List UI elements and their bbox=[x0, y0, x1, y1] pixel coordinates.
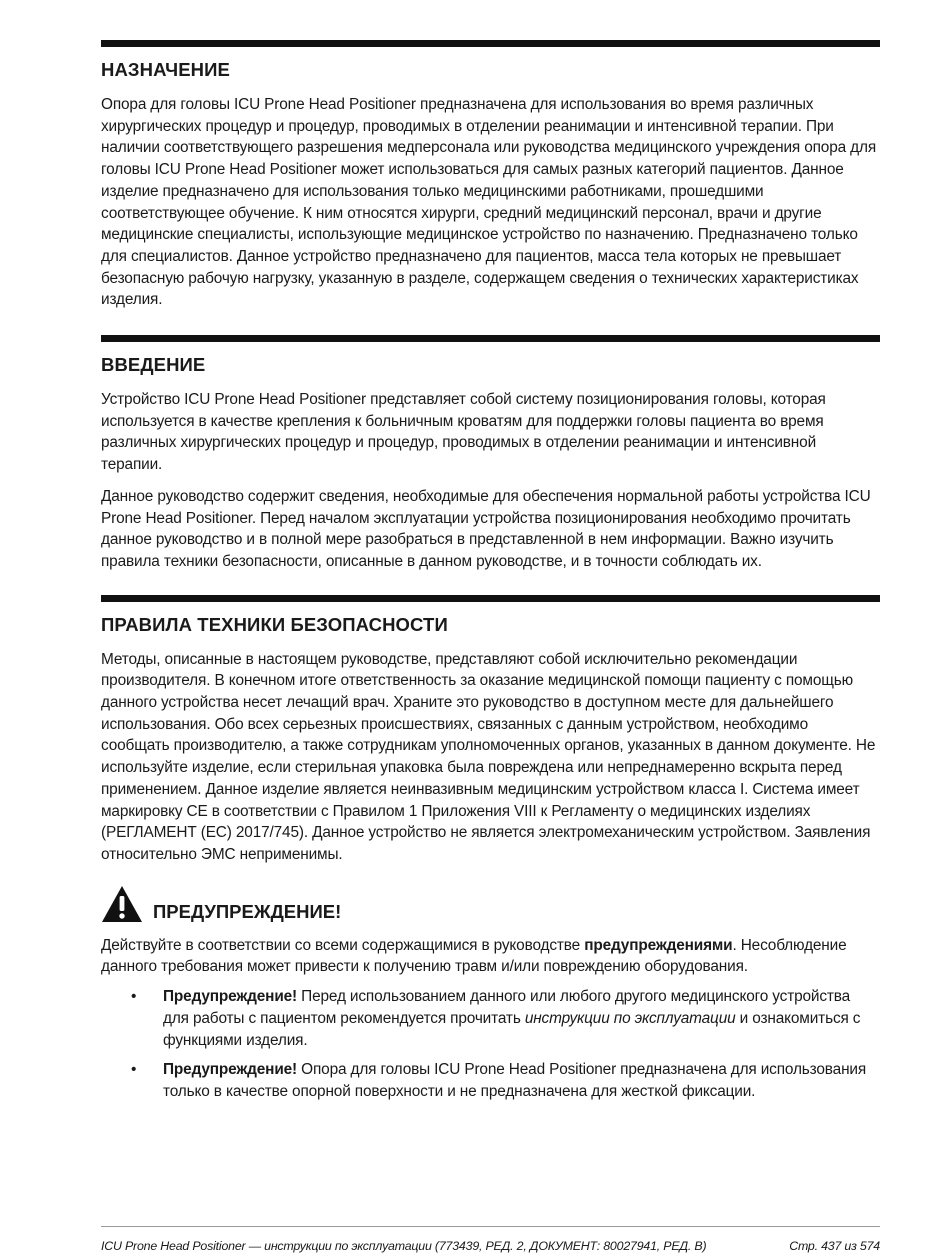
intro-paragraph-2: Данное руководство содержит сведения, необходимые для обеспечения нормальной работы устройства ICU Prone Head Positioner. Перед началом эксплуатации устройства позиционирования необходимо прочитать данное руководство и в полной мере разобраться в представленной в нем информации. Важно изучить правила техники безопасности, описанные в данном руководстве, и в точности соблюдать их. bbox=[101, 487, 871, 570]
purpose-text: Опора для головы ICU Prone Head Positioner предназначена для использования во время различных хирургических процедур и процедур, проводимых в отделении реанимации и интенсивной терапии. При наличии соответствующего разрешения медперсонала или руководства медицинского учреждения опора для головы ICU Prone Head Positioner может использоваться для самых разных категорий пациентов. Данное изделие предназначено для использования только медицинскими работниками, прошедшими соответствующее обучение. К ним относятся хирурги, средний медицинский персонал, врачи и другие медицинские специалисты, использующие медицинское устройство по назначению. Предназначено только для специалистов. Данное устройство предназначено для пациентов, масса тела которых не превышает безопасную рабочую нагрузку, указанную в разделе, содержащем сведения о технических характеристиках изделия. bbox=[101, 96, 877, 309]
section-title-purpose: НАЗНАЧЕНИЕ bbox=[101, 59, 230, 80]
section-intro bbox=[101, 335, 880, 573]
safety-text: Методы, описанные в настоящем руководстве, представляют собой исключительно рекомендации производителя. В конечном итоге ответственность за оказание медицинской помощи пациенту с помощью данного устройства несет лечащий врач. Храните это руководство в доступном месте для дальнейшего использования. Обо всех серьезных происшествиях, связанных с данным устройством, необходимо сообщать производителю, а также сотрудникам уполномоченных органов, указанных в данном документе. Не используйте изделие, если стерильная упаковка была повреждена или непреднамеренно вскрыта перед применением. Данное изделие является неинвазивным медицинским устройством класса I. Система имеет маркировку CE в соответствии с Правилом 1 Приложения VIII к Регламенту о медицинских изделиях (РЕГЛАМЕНТ (ЕС) 2017/745). Данное устройство не является электромеханическим устройством. Заявления относительно ЭМС неприменимы. bbox=[101, 650, 876, 863]
footer-document-info: ICU Prone Head Positioner — инструкции по эксплуатации (773439, РЕД. 2, ДОКУМЕНТ: 80027941, РЕД. B) bbox=[101, 1239, 707, 1253]
section-title-intro: ВВЕДЕНИЕ bbox=[101, 354, 206, 376]
section-rule bbox=[101, 40, 880, 47]
bullet-icon: • bbox=[131, 1061, 137, 1079]
section-purpose bbox=[101, 40, 880, 311]
warning-intro-bold: предупреждениями bbox=[584, 936, 733, 954]
warning-triangle-icon bbox=[101, 885, 143, 923]
warning-list bbox=[101, 986, 880, 1103]
warning-title: ПРЕДУПРЕЖДЕНИЕ! bbox=[153, 900, 342, 922]
section-safety bbox=[101, 595, 880, 866]
document-page bbox=[101, 40, 880, 1111]
warning-item-italic: инструкции по эксплуатации bbox=[524, 1009, 736, 1027]
warning-header bbox=[101, 885, 880, 923]
section-title-safety: ПРАВИЛА ТЕХНИКИ БЕЗОПАСНОСТИ bbox=[101, 613, 448, 635]
bullet-icon: • bbox=[131, 988, 137, 1006]
section-rule bbox=[101, 595, 880, 602]
warning-item-lead: Предупреждение! bbox=[163, 1061, 298, 1079]
warning-item-lead: Предупреждение! bbox=[163, 988, 298, 1006]
warning-list-item: • Предупреждение! Опора для головы ICU Prone Head Positioner предназначена для использования только в качестве опорной поверхности и не предназначена для жесткой фиксации. bbox=[131, 1061, 867, 1100]
section-rule bbox=[101, 335, 880, 342]
footer-page-number: Стр. 437 из 574 bbox=[789, 1239, 880, 1253]
page-footer bbox=[101, 1226, 880, 1253]
intro-paragraph-1: Устройство ICU Prone Head Positioner представляет собой систему позиционирования головы, которая используется в качестве крепления к больничным кроватям для поддержки головы пациента во время различных хирургических процедур и процедур, проводимых в отделении реанимации и интенсивной терапии. bbox=[101, 391, 826, 474]
warning-list-item: • Предупреждение! Перед использованием данного или любого другого медицинского устройства для работы с пациентом рекомендуется прочитать инструкции по эксплуатации и ознакомиться с функциями изделия. bbox=[131, 988, 861, 1049]
warning-intro: Действуйте в соответствии со всеми содержащимися в руководстве предупреждениями. Несоблюдение данного требования может привести к получению травм и/или повреждению оборудования. bbox=[101, 936, 847, 976]
